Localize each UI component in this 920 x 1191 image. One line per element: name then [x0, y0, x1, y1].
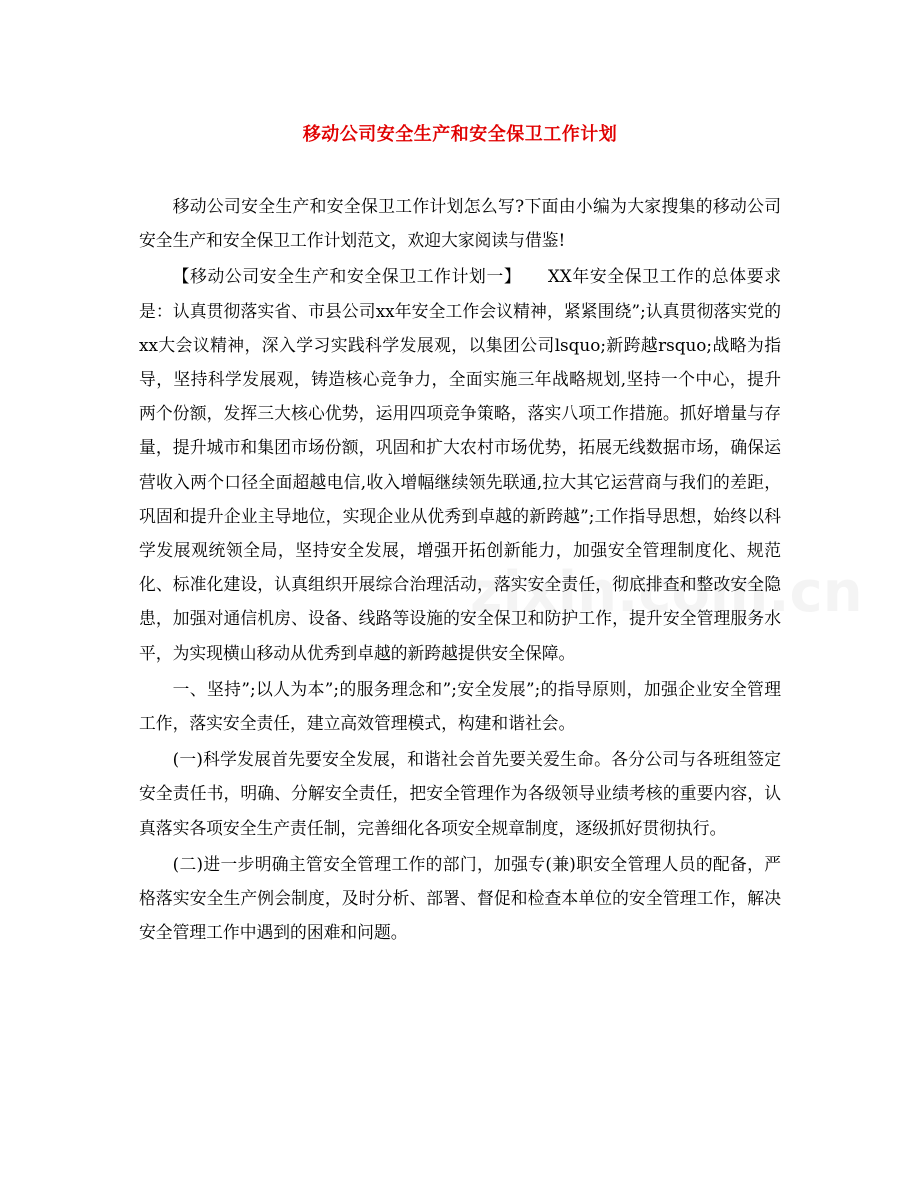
paragraph-intro: 移动公司安全生产和安全保卫工作计划怎么写?下面由小编为大家搜集的移动公司安全生产和安全保卫工作计划范文，欢迎大家阅读与借鉴!: [139, 196, 781, 251]
paragraph-item-two: (二)进一步明确主管安全管理工作的部门，加强专(兼)职安全管理人员的配备，严格落实安全生产例会制度，及时分析、部署、督促和检查本单位的安全管理工作，解决安全管理工作中遇到的困难和问题。: [139, 853, 781, 943]
paragraph-item-one: (一)科学发展首先要安全发展，和谐社会首先要关爱生命。各分公司与各班组签定安全责任书，明确、分解安全责任，把安全管理作为各级领导业绩考核的重要内容，认真落实各项安全生产责任制，完善细化各项安全规章制度，逐级抓好贯彻执行。: [139, 749, 781, 838]
document-title: 移动公司安全生产和安全保卫工作计划: [302, 124, 618, 145]
paragraph-plan-one: 【移动公司安全生产和安全保卫工作计划一】 XX年安全保卫工作的总体要求是：认真贯彻落实省、市县公司xx年安全工作会议精神，紧紧围绕”;认真贯彻落实党的xx大会议精神，深入学习实践科学发展观，以集团公司lsquo;新跨越rsquo;战略为指导，坚持科学发展观，铸造核心竞争力，全面实施三年战略规划,坚持一个中心，提升两个份额，发挥三大核心优势，运用四项竞争策略，落实八项工作措施。抓好增量与存量，提升城市和集团市场份额，巩固和扩大农村市场优势，拓展无线数据市场，确保运营收入两个口径全面超越电信,收入增幅继续领先联通,拉大其它运营商与我们的差距，巩固和提升企业主导地位，实现企业从优秀到卓越的新跨越”;工作指导思想，始终以科学发展观统领全局，坚持安全发展，增强开拓创新能力，加强安全管理制度化、规范化、标准化建设，认真组织开展综合治理活动，落实安全责任，彻底排查和整改安全隐患，加强对通信机房、设备、线路等设施的安全保卫和防护工作，提升安全管理服务水平，为实现横山移动从优秀到卓越的新跨越提供安全保障。: [139, 266, 781, 663]
paragraph-section-one: 一、坚持”;以人为本”;的服务理念和”;安全发展”;的指导原则，加强企业安全管理工作，落实安全责任，建立高效管理模式，构建和谐社会。: [139, 678, 781, 734]
document-body: [139, 189, 781, 951]
